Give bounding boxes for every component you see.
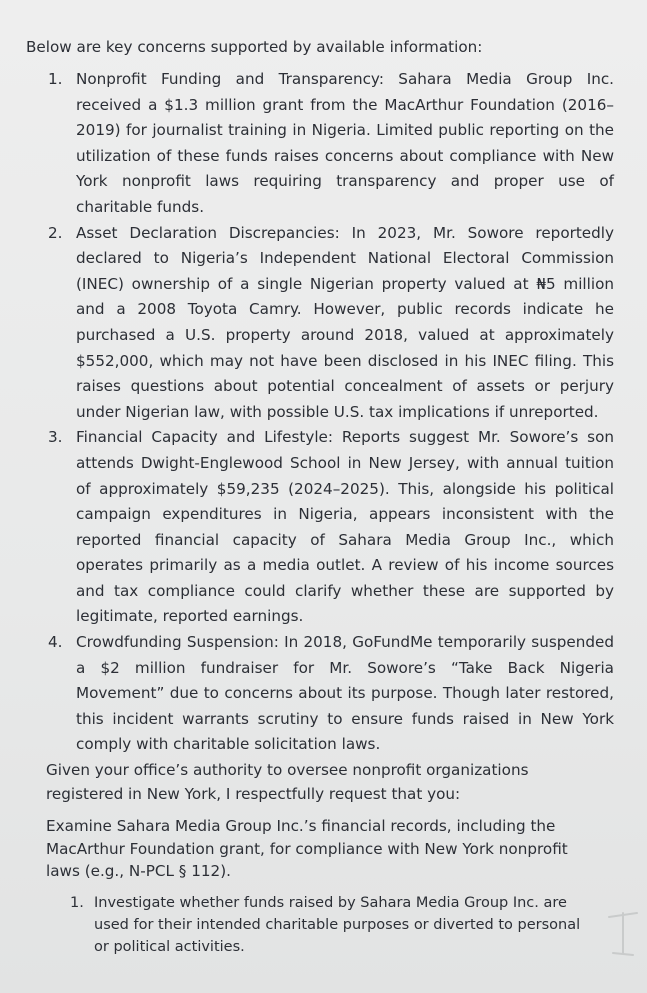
list-item	[48, 630, 614, 758]
item-number: 3.	[48, 428, 63, 447]
item-text: Nonprofit Funding and Transparency: Sahara Media Group Inc. received a $1.3 million grant from the MacArthur Foundation (2016–2019) for journalist training in Nigeria. Limited public reporting on the utilization of these funds raises concerns about compliance with New York nonprofit laws requiring transparency and proper use of charitable funds.	[76, 70, 614, 216]
item-text: Asset Declaration Discrepancies: In 2023, Mr. Sowore reportedly declared to Nigeria’s Independent National Electoral Commission (INEC) ownership of a single Nigerian property valued at ₦5 million and a 2008 Toyota Camry. However, public records indicate he purchased a U.S. property around 2018, valued at approximately $552,000, which may not have been disclosed in his INEC filing. This raises questions about potential concealment of assets or perjury under Nigerian law, with possible U.S. tax implications if unreported.	[76, 223, 614, 421]
item-text: Investigate whether funds raised by Sahara Media Group Inc. are used for their intended charitable purposes or diverted to personal or political activities.	[94, 895, 581, 955]
concerns-list	[48, 67, 614, 758]
request-intro-paragraph: Given your office’s authority to oversee nonprofit organizations registered in New York, I respectfully request that you:	[46, 761, 529, 803]
pen-mark-icon	[605, 903, 641, 965]
list-item	[48, 221, 614, 426]
item-number: 4.	[48, 633, 63, 652]
list-item	[70, 892, 590, 958]
intro-text: Below are key concerns supported by available information:	[26, 38, 483, 56]
item-text: Financial Capacity and Lifestyle: Reports suggest Mr. Sowore’s son attends Dwight-Englewood School in New Jersey, with annual tuition of approximately $59,235 (2024–2025). This, alongside his political campaign expenditures in Nigeria, appears inconsistent with the reported financial capacity of Sahara Media Group Inc., which operates primarily as a media outlet. A review of his income sources and tax compliance could clarify whether these are supported by legitimate, reported earnings.	[76, 428, 614, 626]
requests-list	[70, 892, 590, 958]
item-number: 2.	[48, 223, 63, 242]
examine-paragraph: Examine Sahara Media Group Inc.’s financial records, including the MacArthur Foundation grant, for compliance with New York nonprofit laws (e.g., N-PCL § 112).	[46, 817, 568, 880]
list-item	[48, 67, 614, 221]
item-number: 1.	[70, 895, 84, 911]
list-item	[48, 425, 614, 630]
item-number: 1.	[48, 70, 63, 88]
item-text: Crowdfunding Suspension: In 2018, GoFundMe temporarily suspended a $2 million fundraiser for Mr. Sowore’s “Take Back Nigeria Movement” due to concerns about its purpose. Though later restored, this incident warrants scrutiny to ensure funds raised in New York comply with charitable solicitation laws.	[76, 633, 614, 754]
